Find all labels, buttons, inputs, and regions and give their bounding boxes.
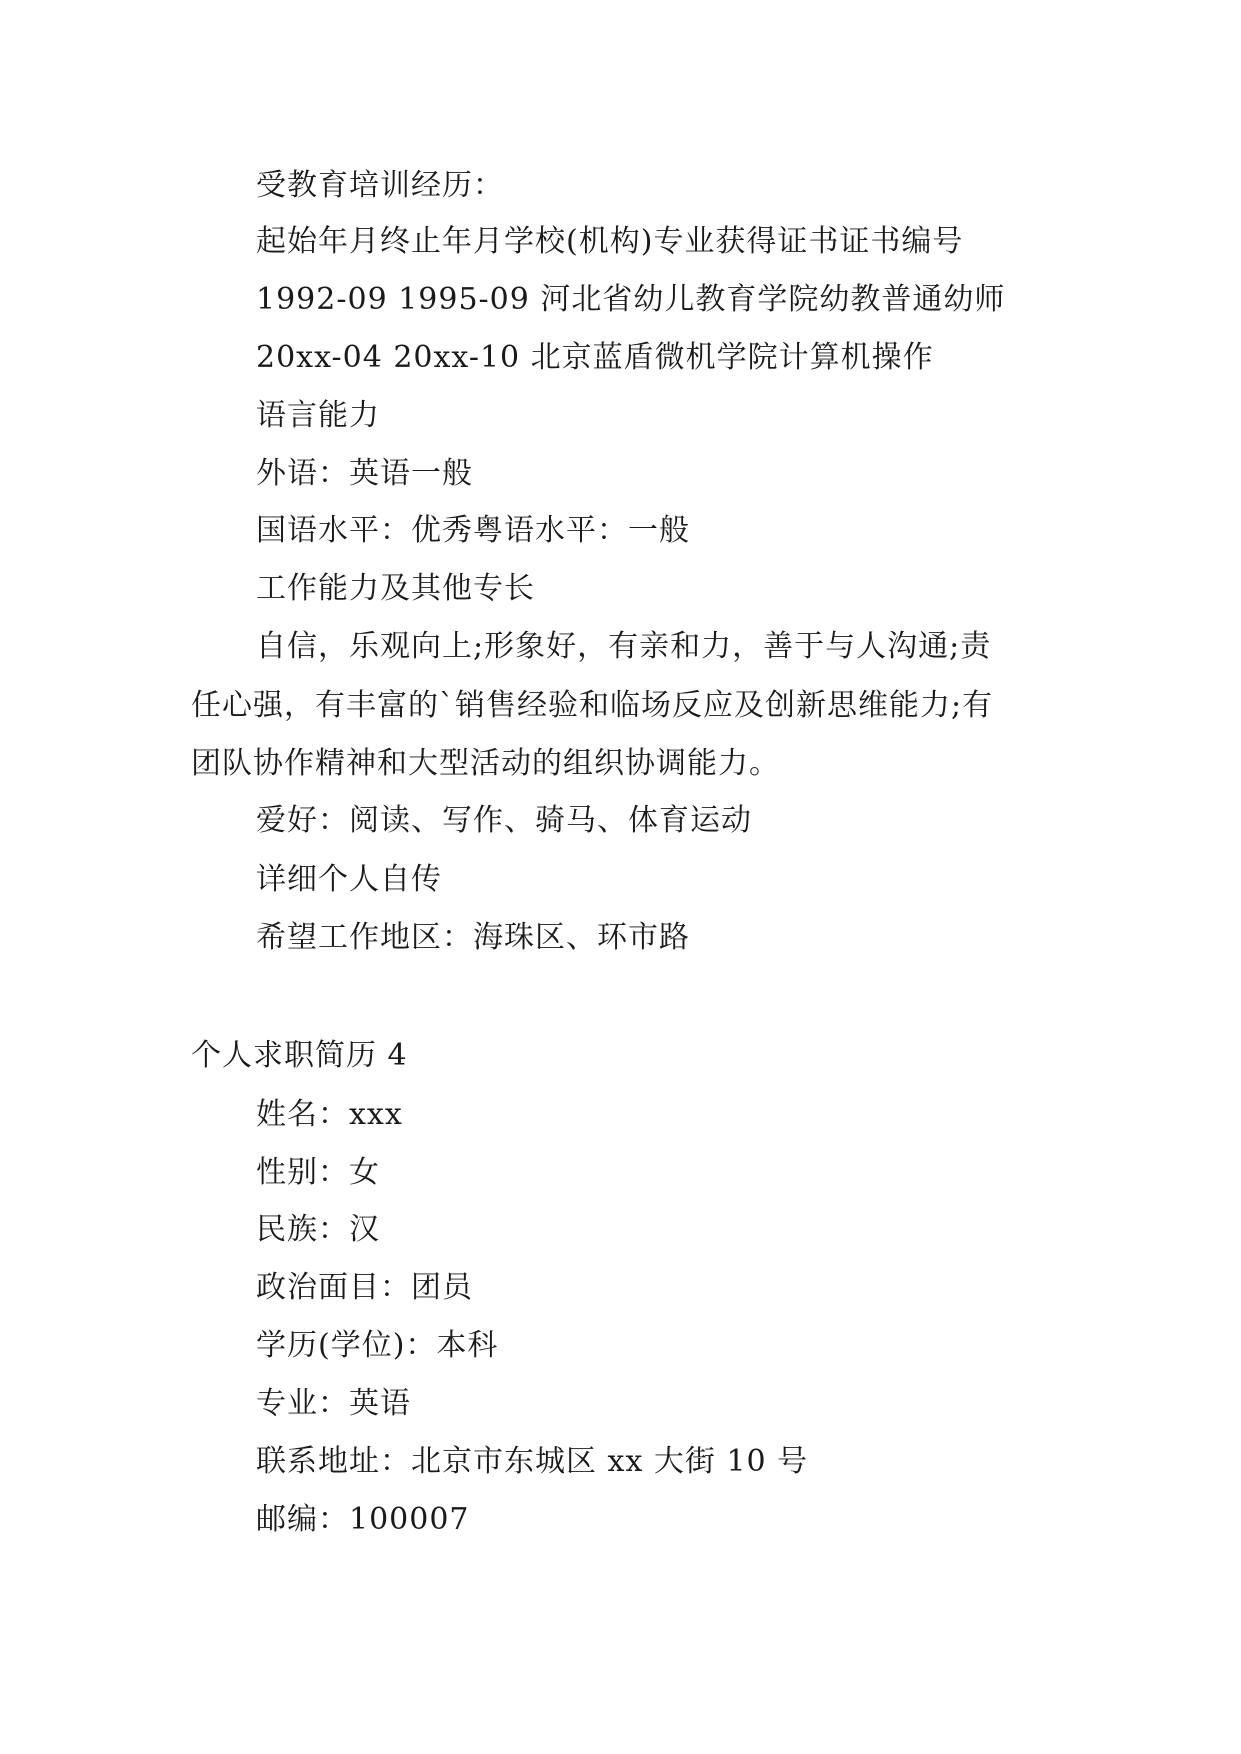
skills-text-line: 团队协作精神和大型活动的组织协调能力。 xyxy=(191,746,780,781)
skills-text-line: 任心强，有丰富的`销售经验和临场反应及创新思维能力;有 xyxy=(191,688,994,723)
political-status-field: 政治面目：团员 xyxy=(256,1270,473,1305)
education-title: 受教育培训经历： xyxy=(256,168,504,203)
resume-title: 个人求职简历 4 xyxy=(191,1038,408,1073)
hobbies: 爱好：阅读、写作、骑马、体育运动 xyxy=(256,803,752,838)
degree-field: 学历(学位)：本科 xyxy=(256,1328,499,1363)
bio-title: 详细个人自传 xyxy=(256,862,442,897)
skills-text-line: 自信，乐观向上;形象好，有亲和力，善于与人沟通;责 xyxy=(256,629,992,664)
major-field: 专业：英语 xyxy=(256,1386,411,1421)
postcode-field: 邮编：100007 xyxy=(256,1502,470,1537)
mandarin-cantonese-level: 国语水平：优秀粤语水平：一般 xyxy=(256,513,690,548)
desired-location: 希望工作地区：海珠区、环市路 xyxy=(256,920,690,955)
language-title: 语言能力 xyxy=(256,398,380,433)
skills-title: 工作能力及其他专长 xyxy=(256,571,535,606)
name-field: 姓名：xxx xyxy=(256,1097,403,1132)
ethnicity-field: 民族：汉 xyxy=(256,1212,380,1247)
education-row: 20xx-04 20xx-10 北京蓝盾微机学院计算机操作 xyxy=(256,340,934,375)
foreign-language: 外语：英语一般 xyxy=(256,456,473,491)
gender-field: 性别：女 xyxy=(256,1155,380,1190)
education-table-header: 起始年月终止年月学校(机构)专业获得证书证书编号 xyxy=(256,224,964,259)
education-row: 1992-09 1995-09 河北省幼儿教育学院幼教普通幼师 xyxy=(256,282,1006,317)
address-field: 联系地址：北京市东城区 xx 大街 10 号 xyxy=(256,1444,809,1479)
